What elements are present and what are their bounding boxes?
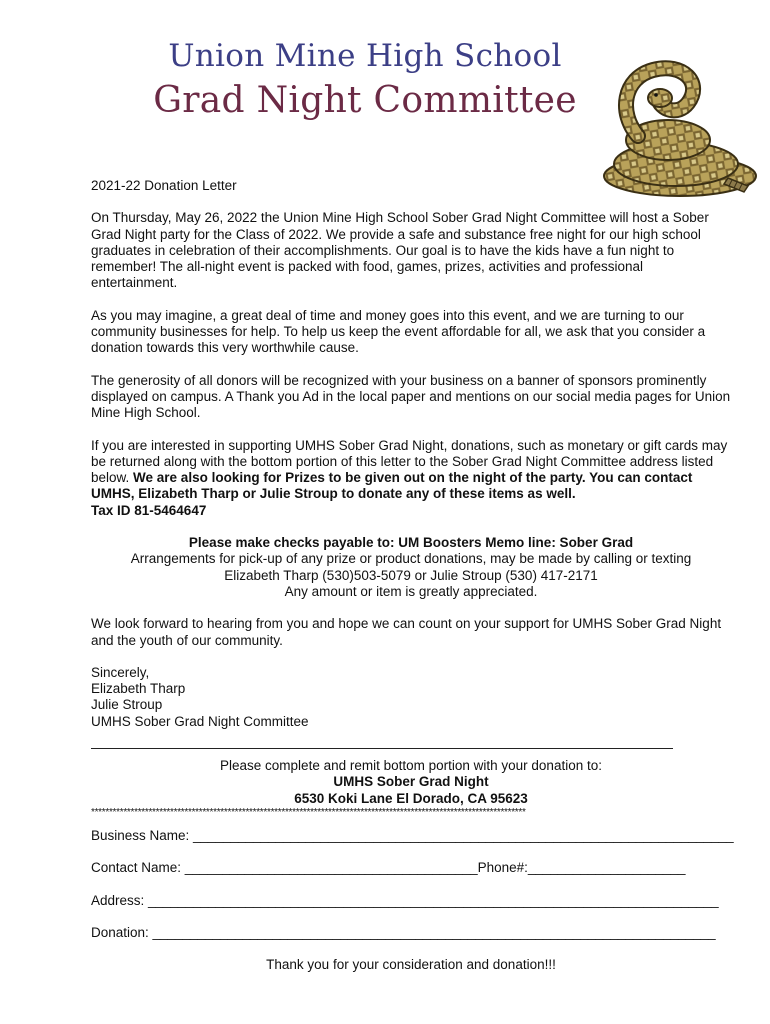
checks-payable-line: Please make checks payable to: UM Boosters Memo line: Sober Grad xyxy=(188,535,634,551)
tax-id: Tax ID 81-5464647 xyxy=(91,502,207,518)
signer-2: Julie Stroup xyxy=(91,697,163,713)
request-paragraph: As you may imagine, a great deal of time and money goes into this event, and we are turning to our community businesses for help. To help us keep the event affordable for all, we ask that you consider a donation towards this very worthwhile cause. xyxy=(91,307,706,356)
arrangements-line-1: Arrangements for pick-up of any prize or product donations, may be made by calling or texting xyxy=(130,551,692,567)
arrangements-line-3: Any amount or item is greatly appreciated. xyxy=(284,583,538,599)
business-name-field[interactable]: Business Name: ________________________________________________________________________ xyxy=(91,827,734,843)
closing-paragraph: We look forward to hearing from you and hope we can count on your support for UMHS Sober Grad Night and the youth of our community. xyxy=(91,616,722,648)
intro-paragraph: On Thursday, May 26, 2022 the Union Mine High School Sober Grad Night Committee will host a Sober Grad Night party for the Class of 2022. We provide a safe and substance free night for our high school graduates in celebration of their accomplishments. Our goal is to have the kids have a fun night to remember! The all-night event is packed with food, games, prizes, activities and professional entertainment. xyxy=(91,210,709,291)
signer-org: UMHS Sober Grad Night Committee xyxy=(91,713,309,729)
remit-instruction: Please complete and remit bottom portion with your donation to: xyxy=(220,758,602,774)
remit-address: 6530 Koki Lane El Dorado, CA 95623 xyxy=(294,790,528,806)
contact-phone-field[interactable]: Contact Name: _______________________________________Phone#:_____________________ xyxy=(91,860,686,876)
sincerely: Sincerely, xyxy=(91,664,150,680)
donation-paragraph-text: If you are interested in supporting UMHS Sober Grad Night, donations, such as monetary or gift cards may be returned along with the bottom portion of this letter to the Sober Grad Night Committee address listed below. xyxy=(91,437,728,486)
arrangements-line-2: Elizabeth Tharp (530)503-5079 or Julie Stroup (530) 417-2171 xyxy=(224,567,598,583)
donation-paragraph xyxy=(91,438,731,503)
donation-field[interactable]: Donation: ___________________________________________________________________________ xyxy=(91,924,716,940)
star-divider: ************************************************************************************************************************* xyxy=(91,806,526,818)
committee-title: Grad Night Committee xyxy=(153,80,577,121)
school-title: Union Mine High School xyxy=(168,38,562,74)
recognition-paragraph: The generosity of all donors will be recognized with your business on a banner of sponsors prominently displayed on campus. A Thank you Ad in the local paper and mentions on our social media pages for Union Mine High School. xyxy=(91,372,731,421)
address-field[interactable]: Address: ____________________________________________________________________________ xyxy=(91,892,719,908)
remit-org: UMHS Sober Grad Night xyxy=(333,774,489,790)
letter-heading: 2021-22 Donation Letter xyxy=(91,178,237,193)
letter-body xyxy=(91,178,734,973)
thank-you: Thank you for your consideration and donation!!! xyxy=(266,957,556,973)
signer-1: Elizabeth Tharp xyxy=(91,681,186,697)
prizes-request: We are also looking for Prizes to be given out on the night of the party. You can contact UMHS, Elizabeth Tharp or Julie Stroup to donate any of these items as well. xyxy=(91,470,693,502)
